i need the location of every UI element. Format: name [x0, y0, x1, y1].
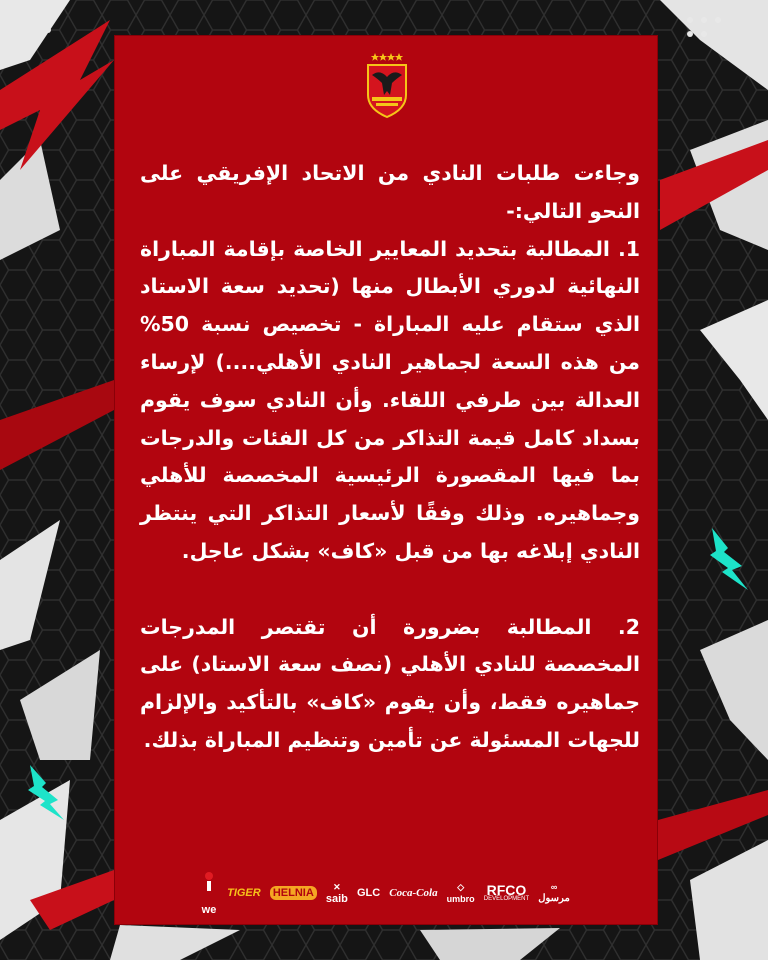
we-logo-icon: we [200, 870, 218, 916]
helnia-logo-icon: HELNIA [270, 886, 317, 900]
statement-body [140, 155, 640, 760]
glc-logo-icon: GLC [356, 887, 381, 899]
statement-card [114, 35, 658, 925]
mrsool-logo-icon: ∞ مرسول [538, 882, 570, 904]
sponsor-strip [200, 873, 570, 916]
rfco-logo-icon: RFCO DEVELOPMENT [483, 881, 530, 902]
umbro-logo-icon: ◇ umbro [446, 882, 475, 904]
saib-logo-icon: ✕ saib [325, 882, 348, 905]
statement-point-1: 1. المطالبة بتحديد المعايير الخاصة بإقامة المباراة النهائية لدوري الأبطال منها (تحديد سعة الاستاد الذي ستقام عليه المباراة - تخصيص نسبة 50% من هذه السعة لجماهير النادي الأهلي....) لإرساء العدالة بين طرفي اللقاء. وأن النادي سوف يقوم بسداد كامل قيمة التذاكر من كل الفئات والدرجات بما فيها المقصورة الرئيسية المخصصة للأهلي وجماهيره. وذلك وفقًا لأسعار التذاكر التي ينتظر النادي إبلاغه بها من قبل «كاف» بشكل عاجل. [140, 236, 640, 563]
statement-intro: وجاءت طلبات النادي من الاتحاد الإفريقي على النحو التالي:- [140, 161, 640, 223]
statement-point-2: 2. المطالبة بضرورة أن تقتصر المدرجات المخصصة للنادي الأهلي (نصف سعة الاستاد) على جماهيره فقط، وأن يقوم «كاف» بالتأكيد والإلزام للجهات المسئولة عن تأمين وتنظيم المباراة بذلك. [140, 614, 640, 752]
al-ahly-eagle-crest-icon [362, 51, 412, 121]
coca-cola-logo-icon: Coca-Cola [389, 887, 438, 899]
tiger-logo-icon: TIGER [227, 887, 261, 899]
